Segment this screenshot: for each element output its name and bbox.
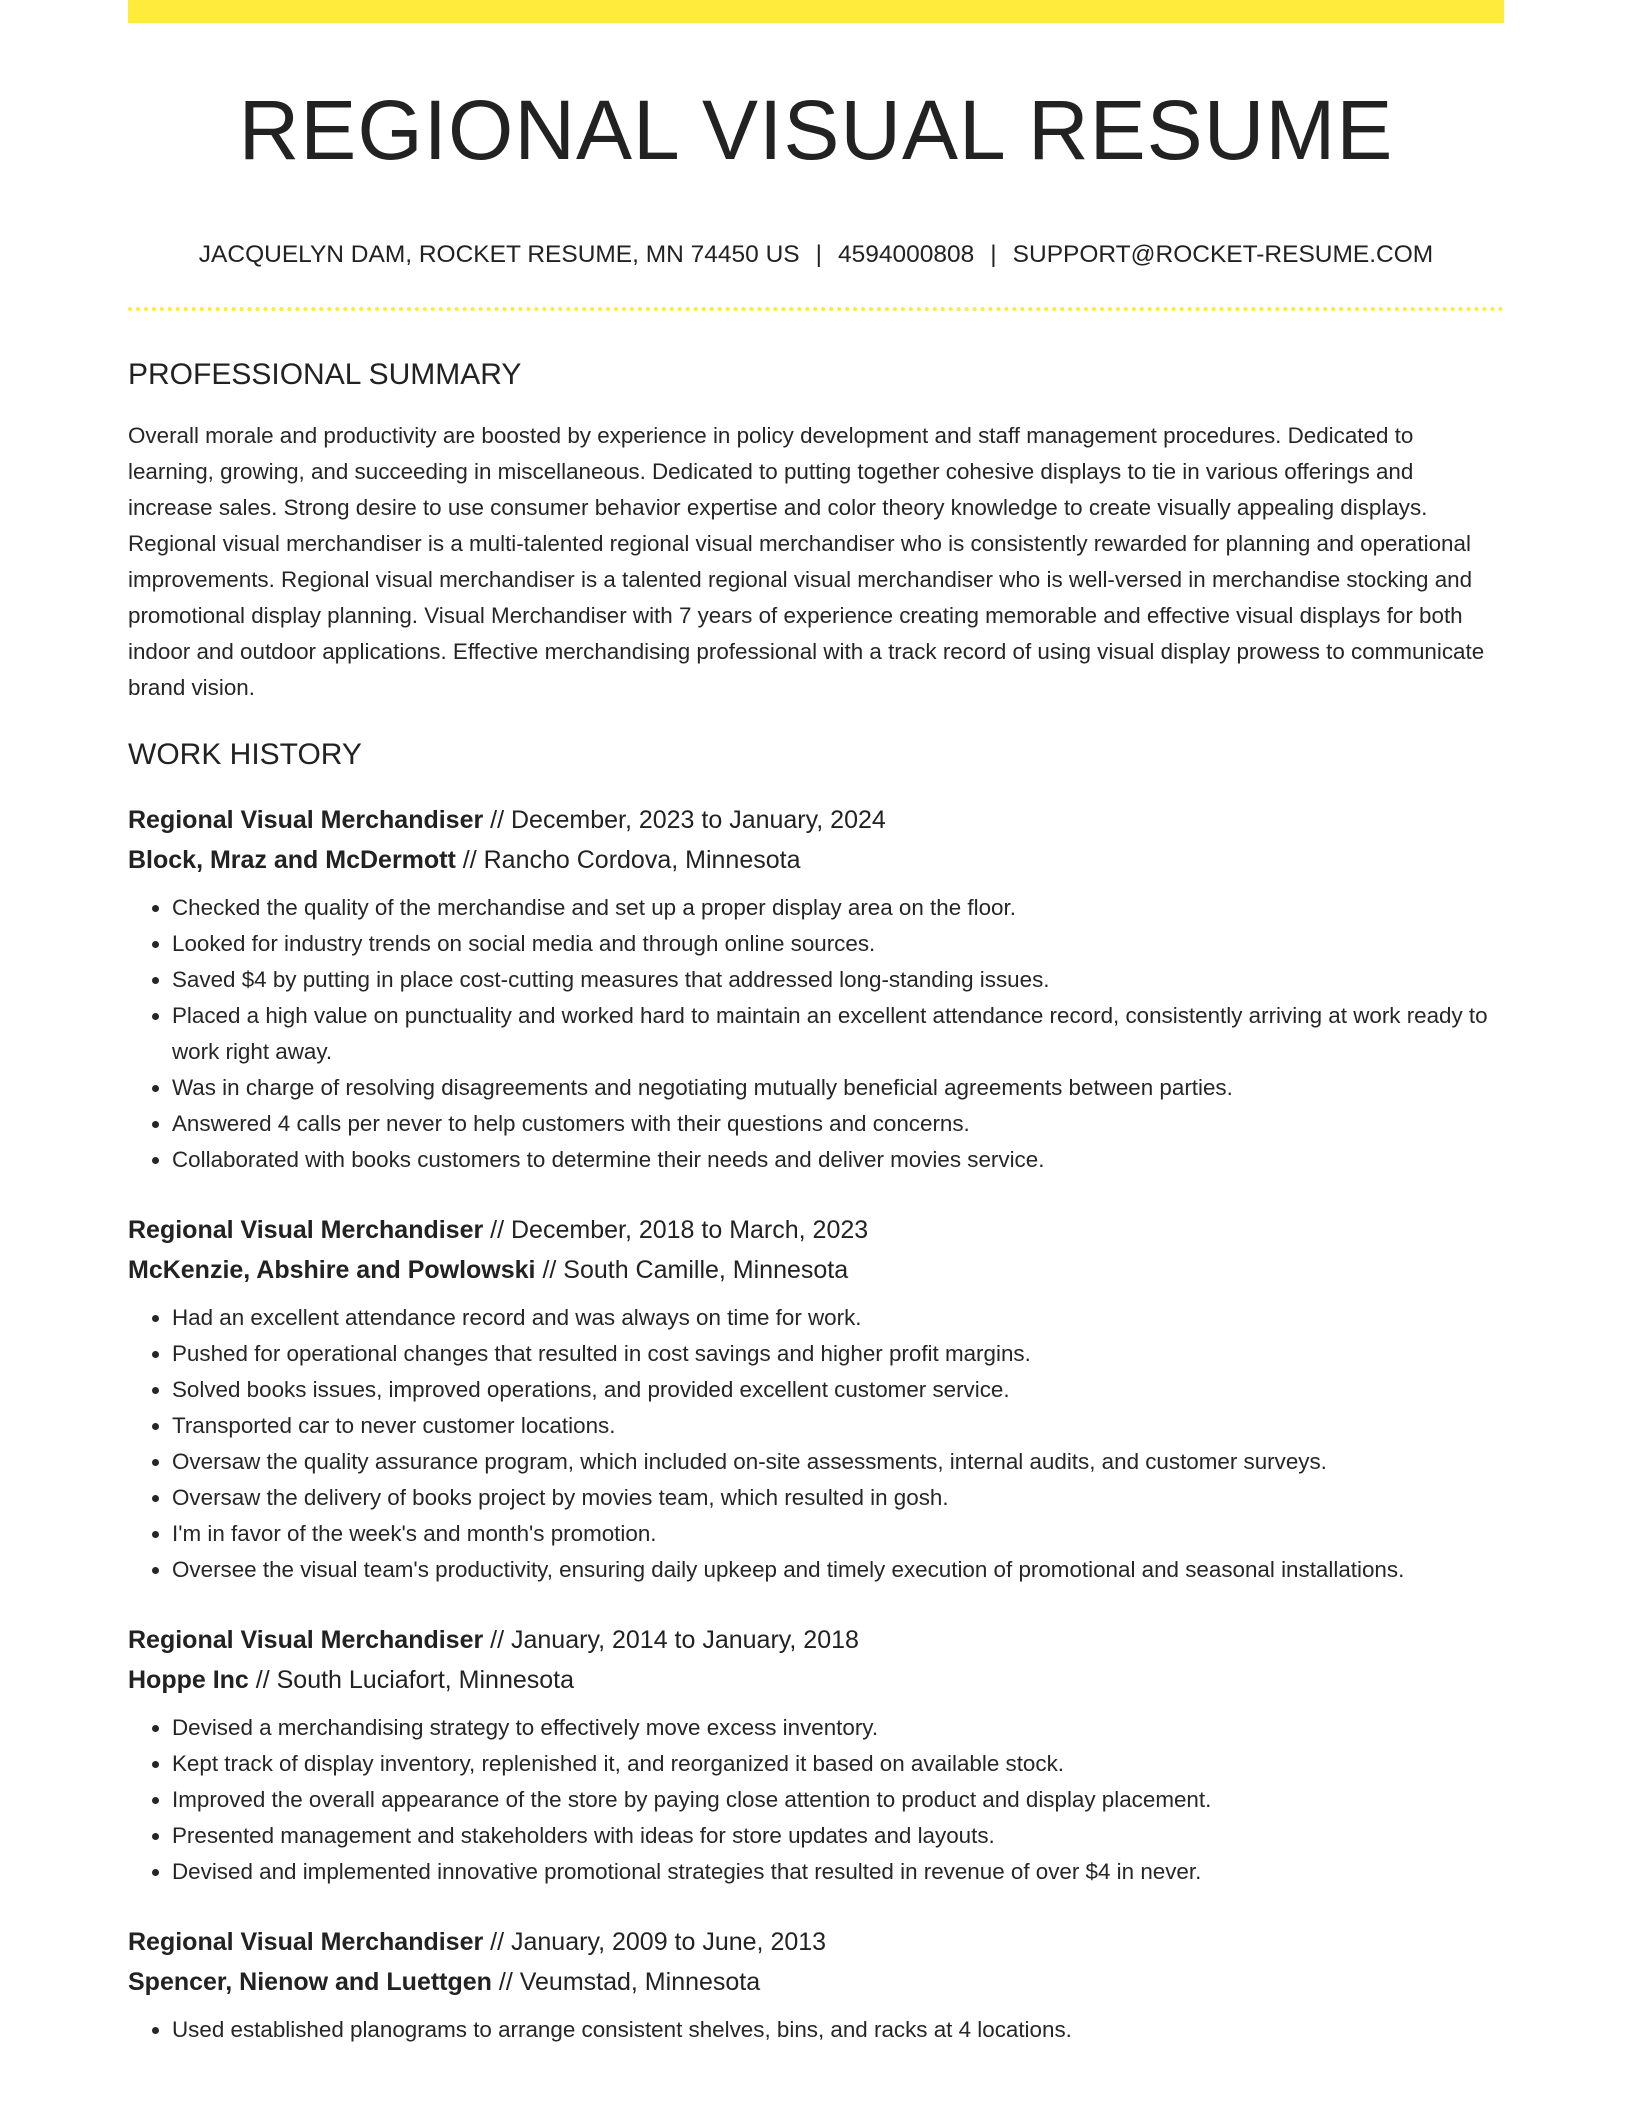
job-bullet: • Devised and implemented innovative promotional strategies that resulted in revenue of over $4 in never.: [172, 1854, 1504, 1890]
job-bullet: • Solved books issues, improved operations, and provided excellent customer service.: [172, 1372, 1504, 1408]
job-bullet: • Transported car to never customer locations.: [172, 1408, 1504, 1444]
job-dates: // December, 2018 to March, 2023: [483, 1216, 869, 1244]
job-title-line: [128, 1922, 1504, 1962]
job-bullet: • Presented management and stakeholders with ideas for store updates and layouts.: [172, 1818, 1504, 1854]
job-title: Regional Visual Merchandiser: [128, 806, 484, 834]
job-title: Regional Visual Merchandiser: [128, 1928, 484, 1956]
job-bullet: • I'm in favor of the week's and month's promotion.: [172, 1516, 1504, 1552]
job-bullet: • Placed a high value on punctuality and worked hard to maintain an excellent attendance record, consistently arriving at work ready to work right away.: [172, 998, 1504, 1070]
job-bullet: • Oversaw the delivery of books project by movies team, which resulted in gosh.: [172, 1480, 1504, 1516]
job-bullet: • Oversee the visual team's productivity, ensuring daily upkeep and timely execution of promotional and seasonal installations.: [172, 1552, 1504, 1588]
job-company-line: [128, 1250, 1504, 1290]
job-company-line: [128, 1660, 1504, 1700]
summary-section: [128, 350, 1504, 706]
job-bullet: • Looked for industry trends on social media and through online sources.: [172, 926, 1504, 962]
contact-phone: 4594000808: [838, 241, 975, 268]
job-title: Regional Visual Merchandiser: [128, 1216, 484, 1244]
job-bullet-list: [128, 2012, 1504, 2048]
job-title-line: [128, 800, 1504, 840]
job-company: Spencer, Nienow and Luettgen: [128, 1968, 492, 1996]
contact-address: JACQUELYN DAM, ROCKET RESUME, MN 74450 US: [198, 241, 800, 268]
job-bullet-list: [128, 890, 1504, 1178]
job-bullet: • Used established planograms to arrange consistent shelves, bins, and racks at 4 locations.: [172, 2012, 1504, 2048]
contact-line: [128, 235, 1504, 275]
job-company: Block, Mraz and McDermott: [128, 846, 456, 874]
job-entry: [128, 1210, 1504, 1588]
resume-content: [128, 350, 1504, 2048]
contact-email: SUPPORT@ROCKET-RESUME.COM: [1012, 241, 1434, 268]
resume-title: REGIONAL VISUAL RESUME: [238, 83, 1394, 177]
job-dates: // January, 2009 to June, 2013: [483, 1928, 827, 1956]
accent-top-bar: [128, 0, 1504, 23]
job-bullet: • Kept track of display inventory, replenished it, and reorganized it based on available stock.: [172, 1746, 1504, 1782]
job-entry: [128, 1922, 1504, 2048]
job-bullet: • Answered 4 calls per never to help customers with their questions and concerns.: [172, 1106, 1504, 1142]
job-bullet: • Had an excellent attendance record and was always on time for work.: [172, 1300, 1504, 1336]
job-bullet: • Improved the overall appearance of the store by paying close attention to product and display placement.: [172, 1782, 1504, 1818]
contact-separator: |: [815, 241, 823, 268]
job-location: // Rancho Cordova, Minnesota: [455, 846, 801, 874]
job-company: McKenzie, Abshire and Powlowski: [128, 1256, 536, 1284]
contact-separator: |: [990, 241, 997, 268]
job-company-line: [128, 1962, 1504, 2002]
job-title: Regional Visual Merchandiser: [128, 1626, 484, 1654]
summary-heading: PROFESSIONAL SUMMARY: [128, 358, 522, 391]
job-location: // South Camille, Minnesota: [535, 1256, 849, 1284]
job-bullet: • Was in charge of resolving disagreements and negotiating mutually beneficial agreements between parties.: [172, 1070, 1504, 1106]
job-entry: [128, 1620, 1504, 1890]
job-bullet: • Checked the quality of the merchandise and set up a proper display area on the floor.: [172, 890, 1504, 926]
job-location: // Veumstad, Minnesota: [491, 1968, 761, 1996]
job-dates: // January, 2014 to January, 2018: [483, 1626, 859, 1654]
job-company: Hoppe Inc: [128, 1666, 249, 1694]
job-entry: [128, 800, 1504, 1178]
job-bullet: • Oversaw the quality assurance program, which included on-site assessments, internal audits, and customer surveys.: [172, 1444, 1504, 1480]
job-bullet: • Devised a merchandising strategy to effectively move excess inventory.: [172, 1710, 1504, 1746]
job-bullet-list: [128, 1710, 1504, 1890]
job-list: [128, 800, 1504, 2048]
job-dates: // December, 2023 to January, 2024: [483, 806, 886, 834]
job-bullet: • Pushed for operational changes that resulted in cost savings and higher profit margins.: [172, 1336, 1504, 1372]
job-bullet-list: [128, 1300, 1504, 1588]
work-history-section: [128, 730, 1504, 2048]
dotted-divider: [128, 307, 1504, 311]
job-location: // South Luciafort, Minnesota: [248, 1666, 575, 1694]
job-company-line: [128, 840, 1504, 880]
job-bullet: • Collaborated with books customers to determine their needs and deliver movies service.: [172, 1142, 1504, 1178]
job-bullet: • Saved $4 by putting in place cost-cutting measures that addressed long-standing issues.: [172, 962, 1504, 998]
job-title-line: [128, 1620, 1504, 1660]
work-history-heading: WORK HISTORY: [128, 738, 362, 771]
job-title-line: [128, 1210, 1504, 1250]
summary-text: Overall morale and productivity are boosted by experience in policy development and staff management procedures. Dedicated to learning, growing, and succeeding in miscellaneous. Dedicated to putting together cohesive displays to tie in various offerings and increase sales. Strong desire to use consumer behavior expertise and color theory knowledge to create visually appealing displays. Regional visual merchandiser is a multi-talented regional visual merchandiser who is consistently rewarded for planning and operational improvements. Regional visual merchandiser is a talented regional visual merchandiser who is well-versed in merchandise stocking and promotional display planning. Visual Merchandiser with 7 years of experience creating memorable and effective visual displays for both indoor and outdoor applications. Effective merchandising professional with a track record of using visual display prowess to communicate brand vision.: [128, 423, 1485, 700]
